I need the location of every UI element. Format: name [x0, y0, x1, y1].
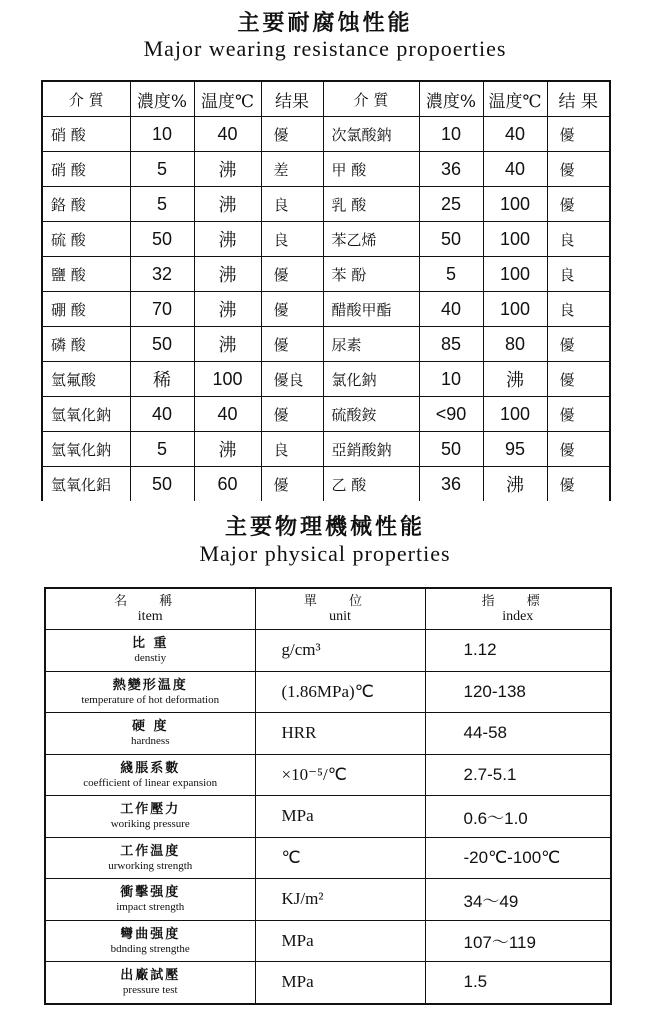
physical-row — [45, 962, 611, 1004]
physical-item-en: woriking pressure — [110, 818, 190, 831]
physical-item-en: coefficient of linear expansion — [83, 776, 218, 789]
corrosion-cell: 60 — [194, 467, 261, 502]
corrosion-cell: 磷 酸 — [42, 327, 130, 362]
corrosion-row — [42, 467, 610, 502]
corrosion-cell: 差 — [261, 152, 323, 187]
physical-item-en: pressure test — [122, 984, 178, 997]
corrosion-cell: 亞銷酸鈉 — [323, 432, 419, 467]
physical-unit-cell: HRR — [255, 713, 425, 755]
corrosion-cell: 優 — [261, 257, 323, 292]
physical-row — [45, 879, 611, 921]
physical-item-en: impact strength — [116, 901, 185, 914]
corrosion-cell: 稀 — [130, 362, 194, 397]
corrosion-cell: 40 — [483, 117, 547, 152]
physical-item-cn: 熱變形温度 — [112, 677, 188, 693]
physical-item-cn: 衝擊强度 — [120, 885, 181, 901]
corrosion-cell: 氯化鈉 — [323, 362, 419, 397]
corrosion-cell: 優 — [547, 362, 610, 397]
corrosion-cell: 良 — [547, 257, 610, 292]
physical-row — [45, 754, 611, 796]
corrosion-cell: 50 — [130, 327, 194, 362]
corrosion-cell: 沸 — [194, 257, 261, 292]
physical-header-cn: 指 標 — [481, 594, 554, 609]
corrosion-cell: 優 — [261, 467, 323, 502]
corrosion-cell: 沸 — [194, 152, 261, 187]
corrosion-cell: 苯 酚 — [323, 257, 419, 292]
corrosion-cell: 苯乙烯 — [323, 222, 419, 257]
corrosion-cell: 優 — [547, 117, 610, 152]
physical-item-cn: 比 重 — [131, 636, 169, 652]
corrosion-cell: 良 — [261, 187, 323, 222]
corrosion-header-cell: 结 果 — [547, 81, 610, 117]
physical-table — [44, 587, 612, 1005]
physical-item-cell — [45, 630, 255, 672]
corrosion-cell: 10 — [419, 362, 483, 397]
corrosion-cell: 優 — [547, 467, 610, 502]
physical-header-row — [45, 588, 611, 630]
corrosion-cell: 優 — [547, 397, 610, 432]
corrosion-row — [42, 117, 610, 152]
corrosion-cell: 沸 — [483, 362, 547, 397]
corrosion-cell: 硼 酸 — [42, 292, 130, 327]
physical-header-en: index — [502, 609, 534, 624]
corrosion-cell: 優良 — [261, 362, 323, 397]
corrosion-row — [42, 397, 610, 432]
physical-index-cell: 2.7-5.1 — [425, 754, 611, 796]
corrosion-table — [41, 80, 611, 501]
corrosion-cell: 10 — [419, 117, 483, 152]
physical-unit-cell: MPa — [255, 920, 425, 962]
corrosion-cell: 良 — [261, 432, 323, 467]
physical-index-cell: -20℃-100℃ — [425, 837, 611, 879]
physical-item-en: denstiy — [134, 652, 167, 665]
physical-index-cell: 107～119 — [425, 920, 611, 962]
corrosion-header-row — [42, 81, 610, 117]
corrosion-cell: 5 — [419, 257, 483, 292]
physical-index-cell: 34～49 — [425, 879, 611, 921]
corrosion-cell: 硫 酸 — [42, 222, 130, 257]
corrosion-row — [42, 292, 610, 327]
physical-row — [45, 630, 611, 672]
corrosion-cell: 硝 酸 — [42, 152, 130, 187]
physical-item-cell — [45, 837, 255, 879]
corrosion-cell: 100 — [483, 292, 547, 327]
corrosion-row — [42, 187, 610, 222]
physical-unit-cell: KJ/m² — [255, 879, 425, 921]
physical-row — [45, 671, 611, 713]
physical-index-cell: 1.12 — [425, 630, 611, 672]
corrosion-header-cell: 介 質 — [323, 81, 419, 117]
corrosion-header-cell: 濃度% — [419, 81, 483, 117]
corrosion-cell: 40 — [194, 397, 261, 432]
corrosion-header-cell: 温度℃ — [194, 81, 261, 117]
physical-unit-cell: ℃ — [255, 837, 425, 879]
corrosion-cell: 硝 酸 — [42, 117, 130, 152]
corrosion-header-cell: 介 質 — [42, 81, 130, 117]
corrosion-cell: 80 — [483, 327, 547, 362]
corrosion-header-cell: 温度℃ — [483, 81, 547, 117]
corrosion-cell: 優 — [261, 397, 323, 432]
corrosion-cell: 5 — [130, 432, 194, 467]
corrosion-title-en: Major wearing resistance propoerties — [143, 36, 507, 61]
corrosion-header-cell: 濃度% — [130, 81, 194, 117]
physical-item-en: bdnding strengthe — [110, 942, 190, 955]
physical-unit-cell: g/cm³ — [255, 630, 425, 672]
corrosion-row — [42, 257, 610, 292]
corrosion-cell: 沸 — [194, 432, 261, 467]
physical-header-cell — [255, 588, 425, 630]
physical-item-cell — [45, 713, 255, 755]
physical-item-en: urworking strength — [108, 859, 193, 872]
corrosion-cell: 優 — [547, 327, 610, 362]
physical-item-cell — [45, 879, 255, 921]
physical-unit-cell: ×10⁻⁵/℃ — [255, 754, 425, 796]
corrosion-cell: 50 — [419, 432, 483, 467]
physical-index-cell: 44-58 — [425, 713, 611, 755]
corrosion-cell: 優 — [547, 432, 610, 467]
corrosion-cell: 100 — [483, 187, 547, 222]
corrosion-cell: 50 — [419, 222, 483, 257]
corrosion-cell: 50 — [130, 222, 194, 257]
physical-row — [45, 837, 611, 879]
physical-unit-cell: MPa — [255, 796, 425, 838]
corrosion-cell: 氫氧化鈉 — [42, 432, 130, 467]
physical-item-cn: 硬 度 — [131, 719, 169, 735]
corrosion-cell: <90 — [419, 397, 483, 432]
corrosion-cell: 沸 — [483, 467, 547, 502]
physical-item-cell — [45, 796, 255, 838]
corrosion-cell: 沸 — [194, 222, 261, 257]
corrosion-cell: 次氯酸鈉 — [323, 117, 419, 152]
corrosion-cell: 甲 酸 — [323, 152, 419, 187]
physical-index-cell: 120-138 — [425, 671, 611, 713]
physical-item-cell — [45, 920, 255, 962]
corrosion-cell: 氫氧化鈉 — [42, 397, 130, 432]
physical-item-cn: 工作温度 — [120, 843, 181, 859]
corrosion-cell: 沸 — [194, 292, 261, 327]
physical-item-cn: 工作壓力 — [120, 802, 181, 818]
corrosion-cell: 70 — [130, 292, 194, 327]
corrosion-cell: 5 — [130, 152, 194, 187]
corrosion-row — [42, 327, 610, 362]
physical-unit-cell: (1.86MPa)℃ — [255, 671, 425, 713]
physical-item-cn: 彎曲强度 — [120, 926, 181, 942]
corrosion-cell: 85 — [419, 327, 483, 362]
corrosion-cell: 40 — [194, 117, 261, 152]
corrosion-cell: 40 — [419, 292, 483, 327]
corrosion-cell: 良 — [547, 292, 610, 327]
physical-title-en: Major physical properties — [199, 541, 451, 566]
corrosion-cell: 36 — [419, 467, 483, 502]
corrosion-cell: 氫氧化鋁 — [42, 467, 130, 502]
physical-row — [45, 713, 611, 755]
corrosion-cell: 100 — [194, 362, 261, 397]
corrosion-cell: 優 — [261, 292, 323, 327]
corrosion-cell: 36 — [419, 152, 483, 187]
physical-row — [45, 796, 611, 838]
physical-item-cell — [45, 671, 255, 713]
physical-item-en: temperature of hot deformation — [81, 693, 220, 706]
corrosion-cell: 良 — [261, 222, 323, 257]
physical-item-cn: 出廠試壓 — [120, 968, 181, 984]
corrosion-cell: 50 — [130, 467, 194, 502]
corrosion-cell: 鉻 酸 — [42, 187, 130, 222]
physical-header-cell — [425, 588, 611, 630]
corrosion-cell: 25 — [419, 187, 483, 222]
corrosion-cell: 鹽 酸 — [42, 257, 130, 292]
corrosion-cell: 100 — [483, 257, 547, 292]
physical-item-cn: 綫脹系數 — [120, 760, 181, 776]
corrosion-cell: 5 — [130, 187, 194, 222]
physical-header-cn: 名 稱 — [114, 594, 187, 609]
physical-header-en: item — [137, 609, 163, 624]
corrosion-cell: 100 — [483, 222, 547, 257]
corrosion-title-cn: 主要耐腐蚀性能 — [237, 10, 413, 36]
corrosion-row — [42, 432, 610, 467]
corrosion-cell: 尿素 — [323, 327, 419, 362]
corrosion-cell: 優 — [547, 187, 610, 222]
physical-item-cell — [45, 754, 255, 796]
corrosion-row — [42, 222, 610, 257]
physical-header-cn: 單 位 — [303, 594, 377, 609]
corrosion-cell: 95 — [483, 432, 547, 467]
physical-header-en: unit — [329, 609, 351, 624]
corrosion-header-cell: 结果 — [261, 81, 323, 117]
physical-title-cn: 主要物理機械性能 — [224, 514, 425, 540]
corrosion-row — [42, 362, 610, 397]
physical-row — [45, 920, 611, 962]
corrosion-row — [42, 152, 610, 187]
physical-header-cell — [45, 588, 255, 630]
corrosion-cell: 良 — [547, 222, 610, 257]
corrosion-cell: 醋酸甲酯 — [323, 292, 419, 327]
corrosion-cell: 優 — [261, 327, 323, 362]
corrosion-cell: 優 — [261, 117, 323, 152]
physical-unit-cell: MPa — [255, 962, 425, 1004]
physical-index-cell: 1.5 — [425, 962, 611, 1004]
corrosion-cell: 32 — [130, 257, 194, 292]
physical-item-en: hardness — [131, 735, 170, 748]
corrosion-cell: 氫氟酸 — [42, 362, 130, 397]
corrosion-cell: 硫酸銨 — [323, 397, 419, 432]
corrosion-cell: 100 — [483, 397, 547, 432]
corrosion-cell: 10 — [130, 117, 194, 152]
physical-index-cell: 0.6～1.0 — [425, 796, 611, 838]
corrosion-cell: 沸 — [194, 327, 261, 362]
corrosion-cell: 乳 酸 — [323, 187, 419, 222]
physical-item-cell — [45, 962, 255, 1004]
corrosion-cell: 沸 — [194, 187, 261, 222]
corrosion-cell: 乙 酸 — [323, 467, 419, 502]
corrosion-cell: 40 — [483, 152, 547, 187]
corrosion-cell: 40 — [130, 397, 194, 432]
corrosion-cell: 優 — [547, 152, 610, 187]
